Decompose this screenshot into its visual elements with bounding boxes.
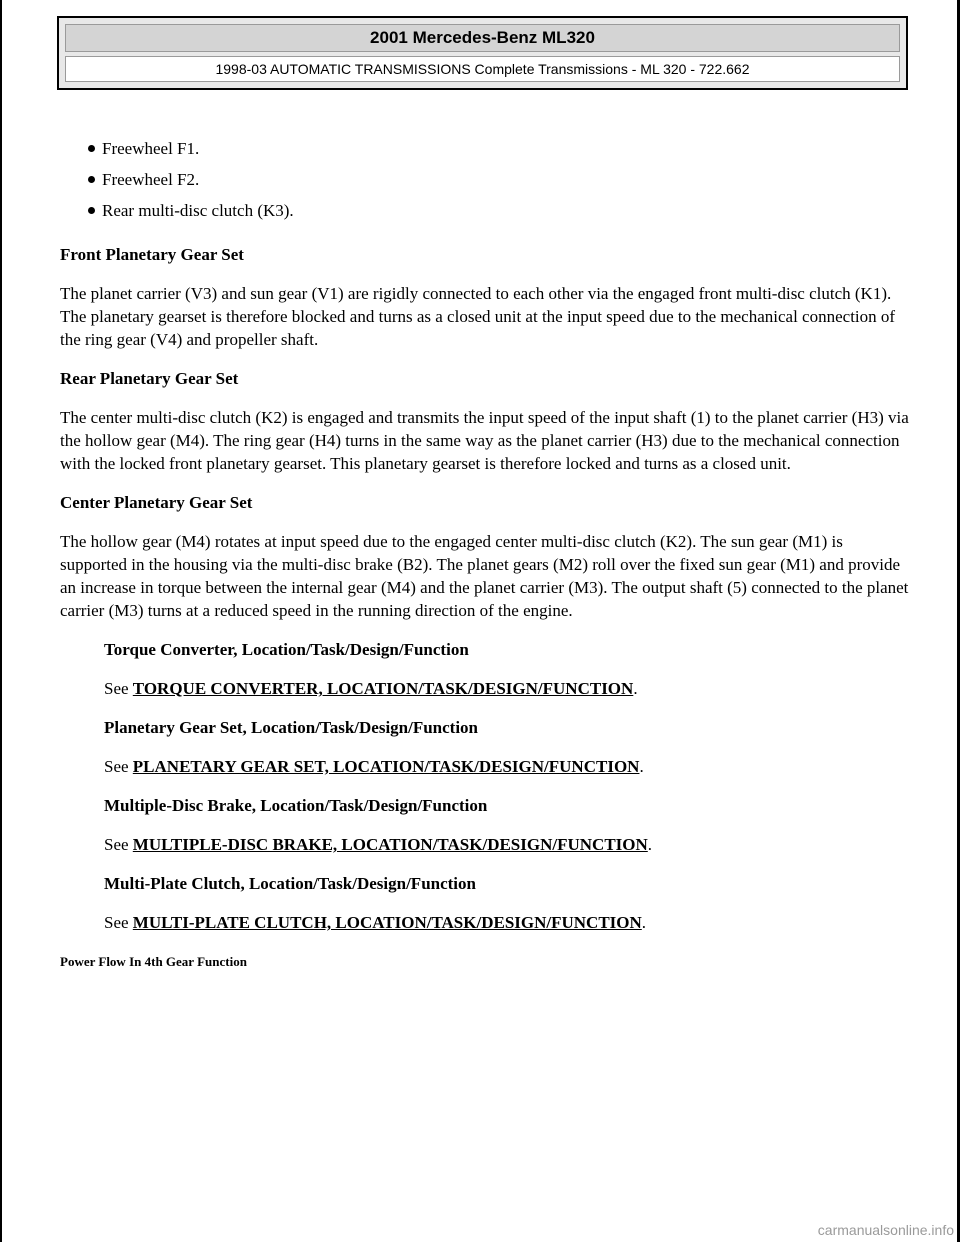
reference-heading-multiple-disc-brake: Multiple-Disc Brake, Location/Task/Design/Function [104, 796, 488, 815]
rear-planetary-paragraph: The center multi-disc clutch (K2) is engaged and transmits the input speed of the input shaft (1) to the planet carrier (H3) via the hollow gear (M4). The ring gear (H4) turns in the same way as the planet carrier (H3) due to the mechanical connection with the locked front planetary gearset. This planetary gearset is therefore locked and turns as a closed unit. [60, 408, 909, 473]
period: . [641, 913, 647, 932]
reference-see-multiple-disc-brake [104, 833, 910, 856]
link-planetary-gear-set[interactable]: PLANETARY GEAR SET, LOCATION/TASK/DESIGN/FUNCTION [132, 757, 640, 776]
see-prefix: See [104, 835, 133, 854]
rear-planetary-heading: Rear Planetary Gear Set [60, 369, 239, 388]
reference-heading-multi-plate-clutch: Multi-Plate Clutch, Location/Task/Design/Function [104, 874, 476, 893]
period: . [647, 835, 653, 854]
bullet-item: Rear multi-disc clutch (K3). [60, 199, 910, 222]
reference-heading-planetary-gear-set: Planetary Gear Set, Location/Task/Design/Function [104, 718, 479, 737]
period: . [633, 679, 638, 698]
reference-see-torque-converter [104, 677, 910, 700]
document-body [60, 137, 910, 973]
see-prefix: See [104, 913, 133, 932]
link-torque-converter[interactable]: TORQUE CONVERTER, LOCATION/TASK/DESIGN/FUNCTION [132, 679, 634, 698]
link-multi-plate-clutch[interactable]: MULTI-PLATE CLUTCH, LOCATION/TASK/DESIGN/FUNCTION [132, 913, 642, 932]
reference-list [104, 638, 910, 934]
reference-see-planetary-gear-set [104, 755, 910, 778]
document-subtitle: 1998-03 AUTOMATIC TRANSMISSIONS Complete Transmissions - ML 320 - 722.662 [65, 56, 900, 82]
bullet-item: Freewheel F1. [60, 137, 910, 160]
center-planetary-paragraph: The hollow gear (M4) rotates at input speed due to the engaged center multi-disc clutch (K2). The sun gear (M1) is supported in the housing via the multi-disc brake (B2). The planet gears (M2) roll over the fixed sun gear (M1) and provide an increase in torque between the internal gear (M4) and the planet carrier (M3). The output shaft (5) connected to the planet carrier (M3) turns at a reduced speed in the running direction of the engine. [60, 532, 909, 620]
section-label-power-flow: Power Flow In 4th Gear Function [60, 954, 247, 969]
document-title: 2001 Mercedes-Benz ML320 [65, 24, 900, 52]
center-planetary-heading: Center Planetary Gear Set [60, 493, 253, 512]
page-border-left [0, 0, 2, 1242]
document-header [57, 16, 908, 90]
see-prefix: See [104, 679, 133, 698]
bullet-item: Freewheel F2. [60, 168, 910, 191]
reference-see-multi-plate-clutch [104, 911, 910, 934]
footer-watermark: carmanualsonline.info [817, 1222, 954, 1238]
reference-heading-torque-converter: Torque Converter, Location/Task/Design/Function [104, 640, 469, 659]
bullet-list [60, 137, 910, 222]
see-prefix: See [104, 757, 133, 776]
link-multiple-disc-brake[interactable]: MULTIPLE-DISC BRAKE, LOCATION/TASK/DESIGN/FUNCTION [132, 835, 648, 854]
period: . [639, 757, 644, 776]
front-planetary-paragraph: The planet carrier (V3) and sun gear (V1) are rigidly connected to each other via the engaged front multi-disc clutch (K1). The planetary gearset is therefore blocked and turns as a closed unit at the input speed due to the mechanical connection of the ring gear (V4) and propeller shaft. [60, 284, 896, 349]
front-planetary-heading: Front Planetary Gear Set [60, 245, 244, 264]
